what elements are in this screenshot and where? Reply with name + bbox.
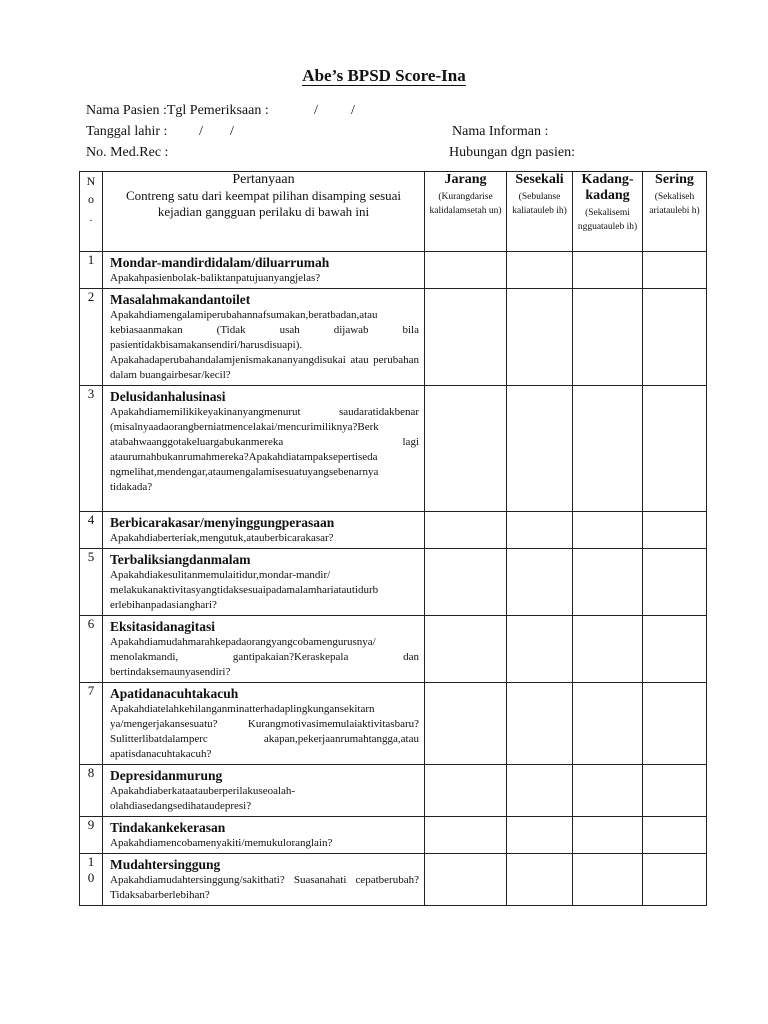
answer-cell-jarang[interactable] — [425, 549, 507, 616]
question-cell — [103, 252, 425, 289]
question-description: Apakahdiakesulitanmemulaitidur,mondar-mandir/ melakukanaktivitasyangtidaksesuaipadamalamhariatautidurb erlebihanpadasianghari? — [110, 569, 379, 611]
table-row — [80, 252, 707, 289]
question-description: Apakahdiatelahkehilanganminatterhadaplingkungansekitarn ya/mengerjakansesuatu? Kurangmotivasimemulaiaktivitasbaru?Sulitterlibatdalamperc akapan,pekerjaanrumahtangga,atau apatisdanacuhtakacuh? — [110, 703, 419, 760]
answer-cell-jarang[interactable] — [425, 817, 507, 854]
date-separator: / — [230, 124, 234, 139]
question-title: Berbicarakasar/menyinggungperasaan — [110, 515, 335, 530]
table-row — [80, 683, 707, 765]
question-cell — [103, 386, 425, 512]
answer-cell-sesekali[interactable] — [507, 616, 573, 683]
question-description: Apakahpasienbolak-baliktanpatujuanyangjelas? — [110, 272, 321, 284]
answer-cell-jarang[interactable] — [425, 289, 507, 386]
row-number: 6 — [80, 616, 103, 683]
question-title: Delusidanhalusinasi — [110, 389, 226, 404]
table-row — [80, 765, 707, 817]
answer-cell-sesekali[interactable] — [507, 512, 573, 549]
row-number: 1 — [80, 252, 103, 289]
answer-cell-sering[interactable] — [643, 817, 707, 854]
question-description: Apakahdiamudahtersinggung/sakithati? Suasanahati cepatberubah?Tidaksabarberlebihan? — [110, 874, 419, 901]
answer-cell-kadang-kadang[interactable] — [573, 549, 643, 616]
question-cell — [103, 817, 425, 854]
question-description: Apakahdiaberkataatauberperilakuseoalah-olahdiasedangsedihataudepresi? — [110, 785, 296, 812]
answer-cell-jarang[interactable] — [425, 616, 507, 683]
column-subtitle: (Sekalisemi ngguatauleb ih) — [577, 208, 638, 232]
answer-cell-kadang-kadang[interactable] — [573, 289, 643, 386]
row-number: 3 — [80, 386, 103, 512]
nama-informan-label: Nama Informan : — [452, 124, 549, 139]
table-header-row — [80, 172, 707, 252]
answer-cell-jarang[interactable] — [425, 386, 507, 512]
answer-cell-sering[interactable] — [643, 252, 707, 289]
question-title: Terbaliksiangdanmalam — [110, 552, 251, 567]
question-cell — [103, 512, 425, 549]
question-title: Eksitasidanagitasi — [110, 619, 216, 634]
column-header-no: N o . — [80, 172, 103, 252]
question-cell — [103, 765, 425, 817]
question-cell — [103, 289, 425, 386]
answer-cell-sesekali[interactable] — [507, 252, 573, 289]
row-number: 7 — [80, 683, 103, 765]
question-description: Apakahdiamengalamiperubahannafsumakan,beratbadan,atau kebiasaanmakan (Tidak usah dijawab bila pasientidakbisamakansendiri/harusdisuapi). Apakahadaperubahandalamjenismakananyangdisukai atau perubahan dalam buangairbesar/kecil? — [110, 309, 419, 381]
answer-cell-sering[interactable] — [643, 683, 707, 765]
column-subtitle: (Sebulanse kaliatauleb ih) — [512, 192, 567, 216]
answer-cell-kadang-kadang[interactable] — [573, 386, 643, 512]
column-header-kadang-kadang — [573, 172, 643, 252]
column-title: Sesekali — [515, 172, 564, 187]
question-cell — [103, 616, 425, 683]
question-cell — [103, 854, 425, 906]
answer-cell-sesekali[interactable] — [507, 386, 573, 512]
column-title: Sering — [655, 172, 694, 187]
bpsd-score-table — [79, 171, 707, 906]
question-title: Apatidanacuhtakacuh — [110, 686, 239, 701]
answer-cell-kadang-kadang[interactable] — [573, 817, 643, 854]
answer-cell-sering[interactable] — [643, 616, 707, 683]
column-header-jarang — [425, 172, 507, 252]
answer-cell-sesekali[interactable] — [507, 817, 573, 854]
hubungan-label: Hubungan dgn pasien: — [449, 145, 575, 160]
document-title: Abe’s BPSD Score-Ina — [302, 66, 466, 85]
question-title: Mondar-mandirdidalam/diluarrumah — [110, 255, 330, 270]
answer-cell-sering[interactable] — [643, 765, 707, 817]
table-row — [80, 616, 707, 683]
table-row — [80, 817, 707, 854]
answer-cell-jarang[interactable] — [425, 252, 507, 289]
answer-cell-sesekali[interactable] — [507, 289, 573, 386]
row-number: 8 — [80, 765, 103, 817]
nama-pasien-label: Nama Pasien :Tgl Pemeriksaan : — [86, 103, 269, 118]
row-number: 5 — [80, 549, 103, 616]
question-description: Apakahdiamencobamenyakiti/memukuloranglain? — [110, 837, 333, 849]
column-title: Jarang — [444, 172, 487, 187]
answer-cell-jarang[interactable] — [425, 683, 507, 765]
answer-cell-sesekali[interactable] — [507, 683, 573, 765]
table-row — [80, 549, 707, 616]
pertanyaan-instructions: Contreng satu dari keempat pilihan disamping sesuai kejadian gangguan perilaku di bawah ini — [125, 188, 402, 219]
answer-cell-kadang-kadang[interactable] — [573, 683, 643, 765]
row-number: 1 0 — [80, 854, 103, 906]
column-title: Kadang-kadang — [581, 172, 634, 203]
column-subtitle: (Sekaliseh ariataulebi h) — [649, 192, 700, 216]
date-separator: / — [351, 103, 355, 118]
answer-cell-jarang[interactable] — [425, 512, 507, 549]
pertanyaan-title: Pertanyaan — [232, 172, 295, 187]
question-description: Apakahdiaberteriak,mengutuk,atauberbicarakasar? — [110, 532, 334, 544]
question-cell — [103, 683, 425, 765]
date-separator: / — [199, 124, 203, 139]
table-row — [80, 512, 707, 549]
tanggal-lahir-label: Tanggal lahir : — [86, 124, 168, 139]
answer-cell-kadang-kadang[interactable] — [573, 616, 643, 683]
date-separator: / — [314, 103, 318, 118]
table-row — [80, 289, 707, 386]
question-title: Depresidanmurung — [110, 768, 223, 783]
answer-cell-jarang[interactable] — [425, 765, 507, 817]
answer-cell-kadang-kadang[interactable] — [573, 854, 643, 906]
answer-cell-sering[interactable] — [643, 512, 707, 549]
med-rec-label: No. Med.Rec : — [86, 145, 169, 160]
answer-cell-sering[interactable] — [643, 289, 707, 386]
answer-cell-kadang-kadang[interactable] — [573, 512, 643, 549]
row-number: 9 — [80, 817, 103, 854]
column-subtitle: (Kurangdarise kalidalamsetah un) — [429, 192, 502, 216]
table-row — [80, 386, 707, 512]
row-number: 4 — [80, 512, 103, 549]
question-title: Masalahmakandantoilet — [110, 292, 251, 307]
column-header-pertanyaan — [103, 172, 425, 252]
answer-cell-sering[interactable] — [643, 854, 707, 906]
answer-cell-kadang-kadang[interactable] — [573, 765, 643, 817]
column-header-sesekali — [507, 172, 573, 252]
answer-cell-jarang[interactable] — [425, 854, 507, 906]
answer-cell-sering[interactable] — [643, 386, 707, 512]
question-description: Apakahdiamudahmarahkepadaorangyangcobamengurusnya/ menolakmandi, gantipakaian?Keraskepala dan bertindaksemaunyasendiri? — [110, 636, 419, 678]
answer-cell-kadang-kadang[interactable] — [573, 252, 643, 289]
column-header-sering — [643, 172, 707, 252]
answer-cell-sesekali[interactable] — [507, 854, 573, 906]
question-title: Mudahtersinggung — [110, 857, 221, 872]
question-cell — [103, 549, 425, 616]
answer-cell-sering[interactable] — [643, 549, 707, 616]
row-number: 2 — [80, 289, 103, 386]
question-description: Apakahdiamemilikikeyakinanyangmenurut saudaratidakbenar (misalnyaadaorangberniatmencelakai/mencurimiliknya?Berk atabahwaanggotakeluargabukanmereka lagi ataurumahbukanrumahmereka?Apakahdiatampaksepertiseda ngmelihat,mendengar,ataumengalamisesuatuyangsebenarnya tidakada? — [110, 406, 419, 493]
answer-cell-sesekali[interactable] — [507, 765, 573, 817]
answer-cell-sesekali[interactable] — [507, 549, 573, 616]
table-row — [80, 854, 707, 906]
question-title: Tindakankekerasan — [110, 820, 226, 835]
